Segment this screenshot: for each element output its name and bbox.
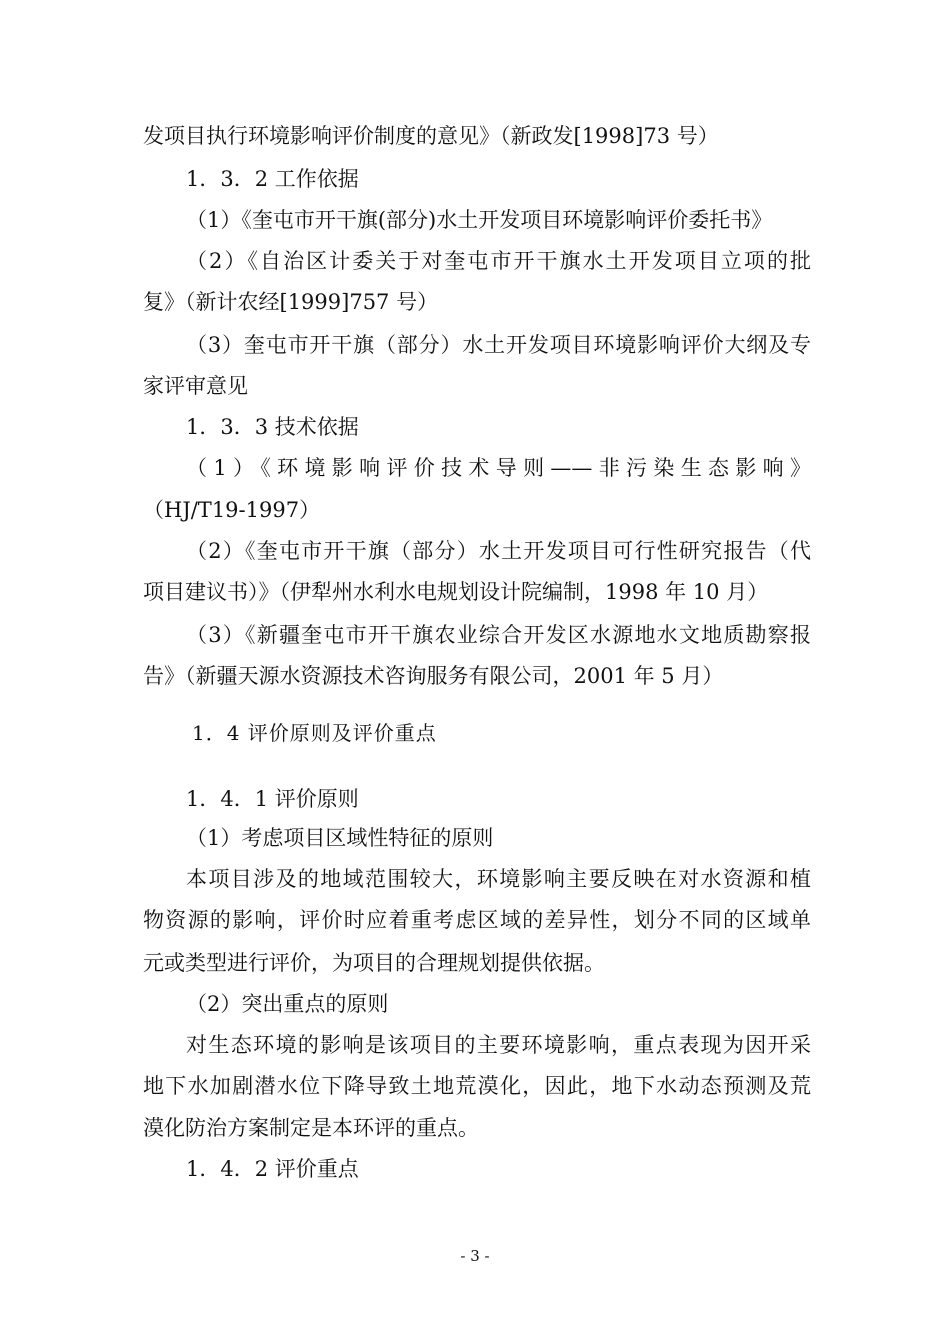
list-item-continuation: 家评审意见: [143, 374, 248, 398]
principle-heading: （1）考虑项目区域性特征的原则: [186, 826, 494, 850]
list-item: （1）《环境影响评价技术导则——非污染生态影响》: [186, 456, 811, 480]
principle-heading: （2）突出重点的原则: [186, 992, 389, 1016]
subsection-heading: 1．4．2 评价重点: [186, 1157, 359, 1181]
paragraph-line: 物资源的影响，评价时应着重考虑区域的差异性，划分不同的区域单: [143, 908, 811, 932]
list-item: （1）《奎屯市开干旗(部分)水土开发项目环境影响评价委托书》: [186, 208, 773, 232]
paragraph-line: 发项目执行环境影响评价制度的意见》（新政发[1998]73 号）: [143, 124, 719, 148]
list-item-continuation: 项目建议书）》（伊犁州水利水电规划设计院编制，1998 年 10 月）: [143, 580, 769, 604]
paragraph-line: 本项目涉及的地域范围较大，环境影响主要反映在对水资源和植: [186, 867, 811, 891]
page-number: - 3 -: [460, 1247, 490, 1265]
list-item: （3）《新疆奎屯市开干旗农业综合开发区水源地水文地质勘察报: [186, 623, 811, 647]
paragraph-line: 地下水加剧潜水位下降导致土地荒漠化，因此，地下水动态预测及荒: [143, 1074, 811, 1098]
subsection-heading: 1．3．2 工作依据: [186, 167, 359, 191]
paragraph-line: 对生态环境的影响是该项目的主要环境影响，重点表现为因开采: [186, 1033, 811, 1057]
paragraph-line: 元或类型进行评价，为项目的合理规划提供依据。: [143, 951, 605, 975]
list-item: （3）奎屯市开干旗（部分）水土开发项目环境影响评价大纲及专: [186, 333, 811, 357]
list-item-continuation: 告》（新疆天源水资源技术咨询服务有限公司，2001 年 5 月）: [143, 664, 724, 688]
paragraph-line: 漠化防治方案制定是本环评的重点。: [143, 1116, 479, 1140]
list-item-continuation: （HJ/T19-1997）: [143, 498, 321, 522]
list-item-continuation: 复》（新计农经[1999]757 号）: [143, 290, 439, 314]
subsection-heading: 1．3．3 技术依据: [186, 415, 359, 439]
section-heading: 1．4 评价原则及评价重点: [192, 721, 437, 745]
list-item: （2）《自治区计委关于对奎屯市开干旗水土开发项目立项的批: [186, 249, 811, 273]
subsection-heading: 1．4．1 评价原则: [186, 787, 359, 811]
list-item: （2）《奎屯市开干旗（部分）水土开发项目可行性研究报告（代: [186, 539, 811, 563]
